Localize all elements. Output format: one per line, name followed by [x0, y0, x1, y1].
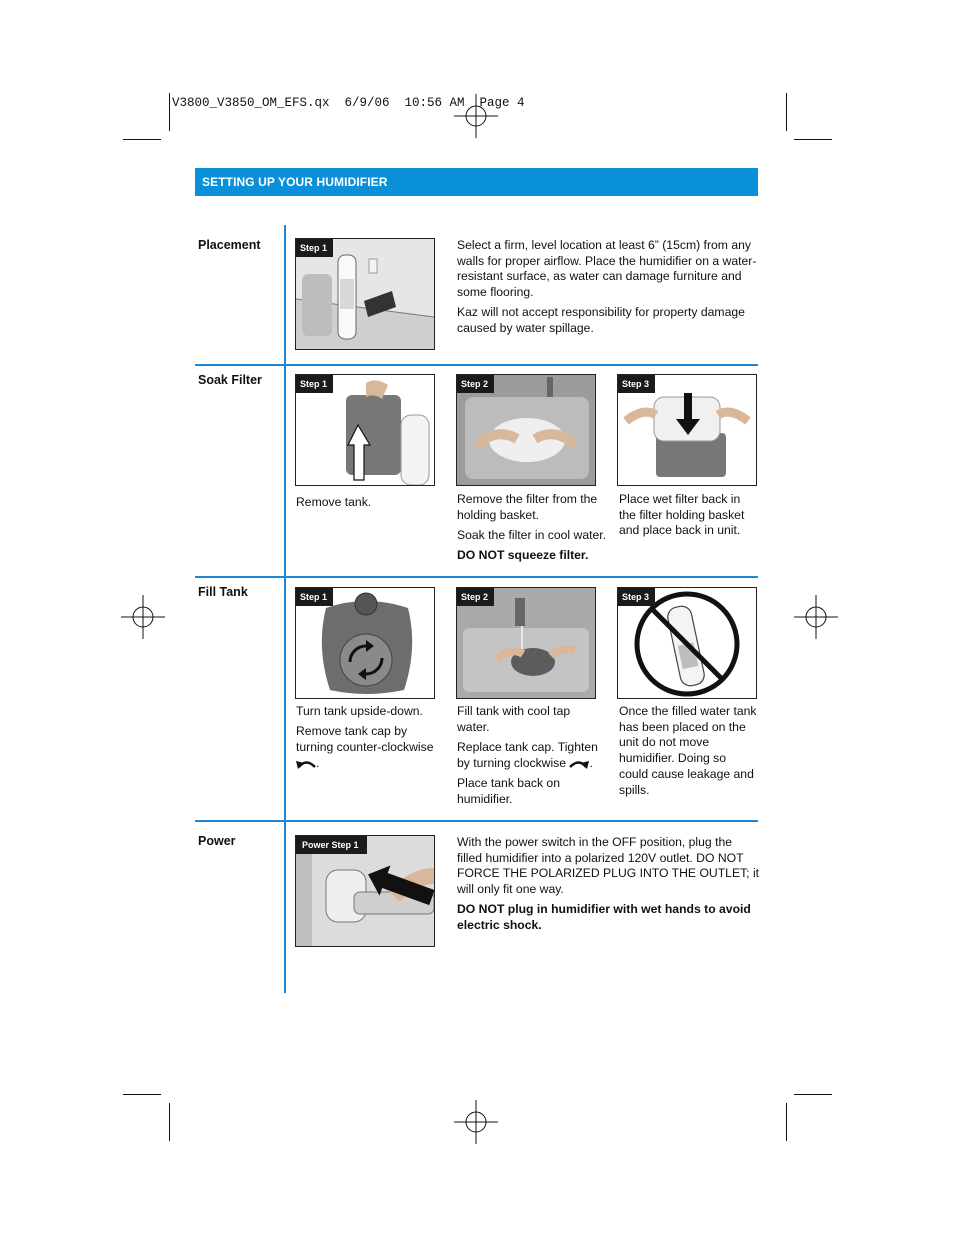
placement-instructions — [457, 238, 760, 341]
registration-mark-icon — [454, 1100, 498, 1144]
step-tag: Step 3 — [618, 588, 655, 606]
power-instructions — [457, 835, 760, 938]
step-tag: Step 1 — [296, 239, 333, 257]
section-label-soak-filter: Soak Filter — [198, 373, 262, 387]
step-tag: Step 1 — [296, 588, 333, 606]
registration-mark-icon — [794, 595, 838, 639]
crop-mark — [169, 1103, 170, 1141]
soak-step2-image — [456, 374, 596, 486]
section-label-power: Power — [198, 834, 236, 848]
vertical-rule — [284, 225, 286, 993]
fill-step3-image — [617, 587, 757, 699]
fill-step1-text — [296, 704, 436, 776]
print-slug: V3800_V3850_OM_EFS.qx 6/9/06 10:56 AM Page 4 — [172, 96, 525, 110]
instruction-text: Place tank back on humidifier. — [457, 775, 560, 806]
crop-mark — [123, 139, 161, 140]
placement-disclaimer: Kaz will not accept responsibility for property damage caused by water spillage. — [457, 305, 745, 336]
fill-step3-text — [619, 704, 757, 803]
registration-mark-icon — [121, 595, 165, 639]
instruction-text: Remove tank cap by turning counter-clockwise . — [296, 724, 434, 770]
instruction-text: Remove tank. — [296, 495, 372, 509]
crop-mark — [786, 93, 787, 131]
instruction-text: Fill tank with cool tap water. — [457, 704, 571, 734]
step-tag: Step 1 — [296, 375, 333, 393]
step-tag: Step 3 — [618, 375, 655, 393]
crop-mark — [786, 1103, 787, 1141]
instruction-text: Once the filled water tank has been placed on the unit do not move humidifier. Doing so could cause leakage and spills. — [619, 704, 757, 797]
instruction-text: Remove the filter from the holding basket. — [457, 492, 598, 522]
section-divider — [195, 364, 758, 366]
soak-step3-text — [619, 492, 753, 544]
instruction-text: Replace tank cap. Tighten by turning clockwise . — [457, 739, 598, 770]
page-title: SETTING UP YOUR HUMIDIFIER — [202, 175, 388, 189]
instruction-text: Soak the filter in cool water. — [457, 527, 607, 542]
crop-mark — [794, 139, 832, 140]
soak-step3-image — [617, 374, 757, 486]
instruction-text: Turn tank upside-down. — [296, 704, 423, 718]
crop-mark — [794, 1094, 832, 1095]
counter-clockwise-arrow-icon — [296, 757, 316, 769]
soak-step1-image — [295, 374, 435, 486]
step-tag: Step 2 — [457, 588, 494, 606]
fill-step1-image — [295, 587, 435, 699]
placement-paragraph: Select a firm, level location at least 6” (15cm) from any walls for proper airflow. Place the humidifier on a water-resistant surface, as water can damage furniture and some flooring. — [457, 238, 757, 300]
fill-step2-text — [457, 704, 605, 812]
section-header-banner — [195, 168, 758, 196]
crop-mark — [169, 93, 170, 131]
step-tag: Step 2 — [457, 375, 494, 393]
power-step1-image — [295, 835, 435, 947]
crop-mark — [123, 1094, 161, 1095]
section-divider — [195, 820, 758, 822]
power-paragraph: With the power switch in the OFF position, plug the filled humidifier into a polarized 120V outlet. DO NOT FORCE THE POLARIZED PLUG INTO THE OUTLET; it will only fit one way. — [457, 835, 760, 897]
instruction-text-content: Replace tank cap. Tighten by turning clockwise — [457, 739, 598, 770]
power-warning: DO NOT plug in humidifier with wet hands to avoid electric shock. — [457, 902, 751, 933]
clockwise-arrow-icon — [569, 757, 589, 769]
placement-step1-image — [295, 238, 435, 350]
section-label-fill-tank: Fill Tank — [198, 585, 248, 599]
instruction-text: Place wet filter back in the filter holding basket and place back in unit. — [619, 492, 745, 538]
instruction-text-content: Remove tank cap by turning counter-clockwise — [296, 724, 434, 754]
section-divider — [195, 576, 758, 578]
registration-mark-icon — [454, 94, 498, 138]
step-tag: Power Step 1 — [296, 836, 367, 854]
soak-step1-text — [296, 495, 434, 515]
warning-text: DO NOT squeeze filter. — [457, 548, 589, 563]
fill-step2-image — [456, 587, 596, 699]
section-label-placement: Placement — [198, 238, 261, 252]
soak-step2-text — [457, 492, 607, 568]
